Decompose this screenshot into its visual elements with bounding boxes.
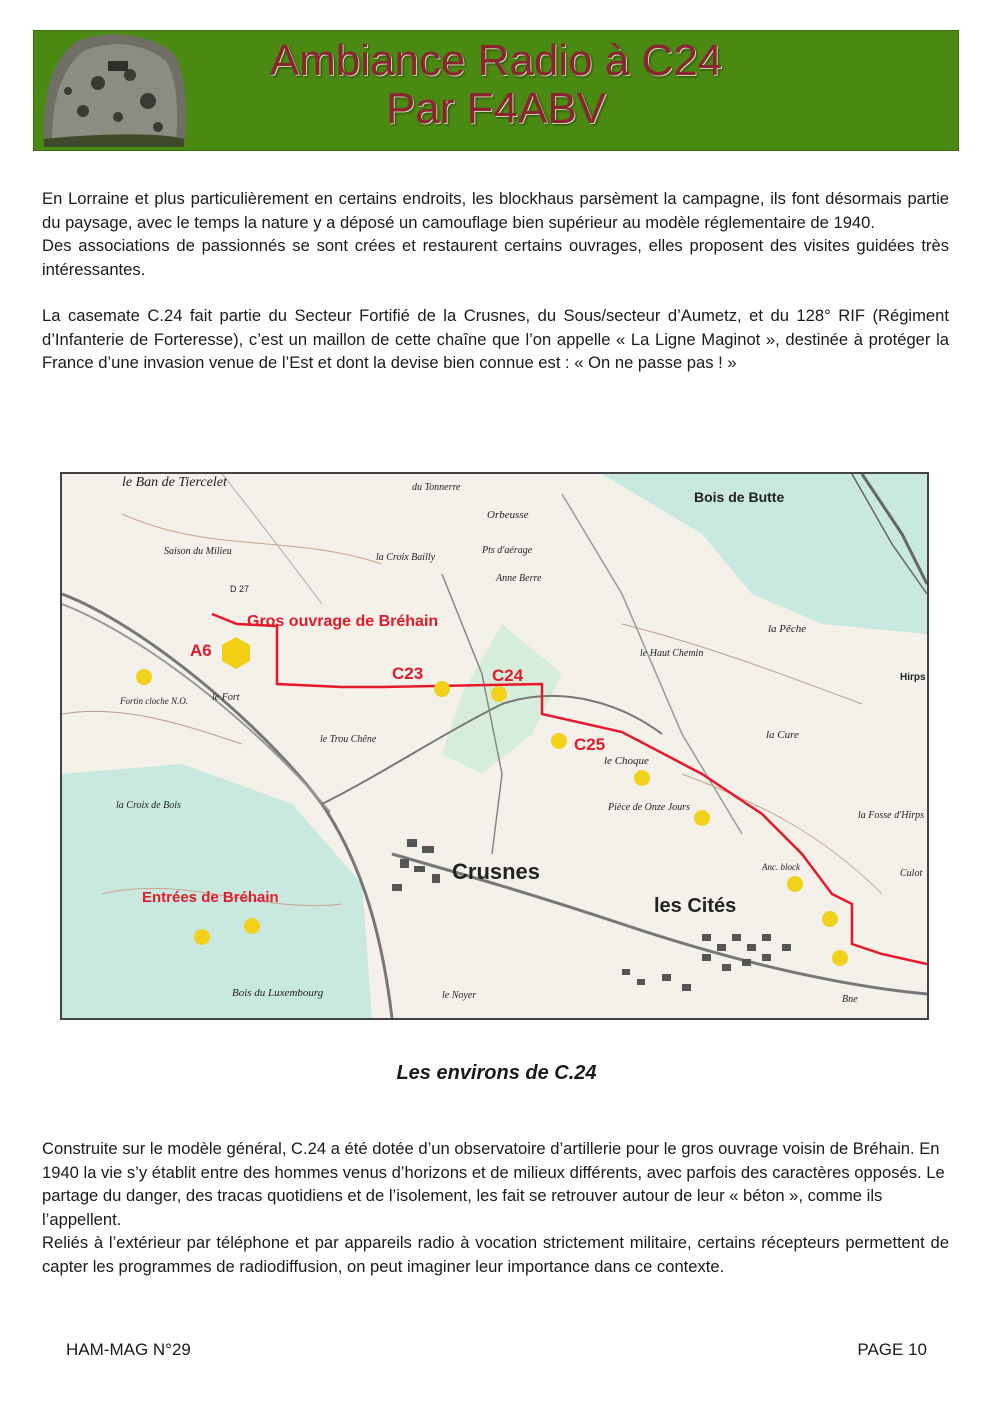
- footer-page-number: PAGE 10: [857, 1340, 927, 1359]
- title-line-2: Par F4ABV: [385, 84, 607, 133]
- map-drawing: [62, 474, 927, 1018]
- paragraph-spacer: [42, 281, 949, 304]
- label-peche: la Pêche: [768, 623, 807, 635]
- label-d27: D 27: [230, 584, 250, 594]
- label-fortin: Fortin cloche N.O.: [120, 696, 188, 706]
- label-pts-aerage: Pts d'aérage: [482, 545, 533, 556]
- label-le-fort: le Fort: [212, 692, 240, 703]
- label-a6: A6: [190, 641, 212, 660]
- label-haut-chemin: le Haut Chemin: [640, 648, 704, 659]
- label-fosse: la Fosse d'Hirps: [858, 810, 925, 821]
- label-noyer: le Noyer: [442, 990, 477, 1001]
- map-caption: Les environs de C.24: [396, 1062, 597, 1084]
- label-c23: C23: [392, 664, 424, 683]
- label-croix-bois: la Croix de Bois: [116, 800, 181, 811]
- intro-paragraph-2: Des associations de passionnés se sont crées et restaurent certains ouvrages, elles proposent des visites guidées très intéressantes.: [42, 236, 949, 279]
- title-line-1: Ambiance Radio à C24: [269, 36, 723, 85]
- label-bois-lux: Bois du Luxembourg: [232, 987, 324, 999]
- label-culot: Culot: [900, 868, 923, 879]
- label-les-cites: les Cités: [654, 895, 737, 917]
- body-paragraph-2: Reliés à l’extérieur par téléphone et par appareils radio à vocation strictement militaire, certains récepteurs permettent de capter les programmes de radiodiffusion, on peut imaginer leur importance dans ce contexte.: [42, 1233, 949, 1276]
- label-entrees: Entrées de Bréhain: [142, 889, 279, 906]
- label-c24: C24: [492, 666, 524, 685]
- label-gros-ouvrage: Gros ouvrage de Bréhain: [247, 613, 439, 630]
- body-paragraph-1: Construite sur le modèle général, C.24 a été dotée d’un observatoire d’artillerie pour le gros ouvrage voisin de Bréhain. En 1940 la vie s’y établit entre des hommes venus d’horizons et de milieux différents, avec parfois des caractères opposés. Le partage du danger, des tracas quotidiens et de l’isolement, les fait se retrouver autour de leur « béton », comme ils l’appellent.: [42, 1139, 945, 1229]
- label-hirps: Hirps: [900, 672, 926, 683]
- label-c25: C25: [574, 735, 606, 754]
- label-orbeusse: Orbeusse: [487, 509, 529, 521]
- label-anne-berre: Anne Berre: [496, 573, 542, 584]
- label-croix-bailly: la Croix Bailly: [376, 552, 436, 563]
- label-ban: le Ban de Tiercelet: [122, 475, 227, 490]
- label-tonnerre: du Tonnerre: [412, 482, 461, 493]
- label-la-cure: la Cure: [766, 729, 799, 741]
- topographic-map: [60, 472, 929, 1020]
- label-piece: Pièce de Onze Jours: [608, 802, 690, 813]
- label-trou-chene: le Trou Chêne: [320, 734, 377, 745]
- label-bois-de-butte: Bois de Butte: [694, 489, 785, 505]
- title-banner: [33, 30, 959, 151]
- page-title: [194, 37, 798, 133]
- intro-paragraph-1: En Lorraine et plus particulièrement en certains endroits, les blockhaus parsèment la campagne, ils font désormais partie du paysage, avec le temps la nature y a déposé un camouflage bien supérieur au modèle réglementaire de 1940.: [42, 189, 949, 232]
- label-choque: le Choque: [604, 755, 649, 767]
- label-bne: Bne: [842, 994, 858, 1005]
- intro-text: [42, 187, 949, 375]
- body-text: [42, 1137, 949, 1278]
- label-crusnes: Crusnes: [452, 859, 541, 884]
- intro-paragraph-3: La casemate C.24 fait partie du Secteur Fortifié de la Crusnes, du Sous/secteur d’Aumetz, et du 128° RIF (Régiment d’Infanterie de Forteresse), c’est un maillon de cette chaîne que l’on appelle « La Ligne Maginot », destinée à protéger la France d’une invasion venue de l’Est et dont la devise bien connue est : « On ne passe pas ! »: [42, 306, 949, 372]
- footer-issue: HAM-MAG N°29: [66, 1340, 191, 1359]
- label-anc-block: Anc. block: [762, 862, 800, 872]
- label-saison: Saison du Milieu: [164, 546, 232, 557]
- bunker-photo: [38, 31, 188, 149]
